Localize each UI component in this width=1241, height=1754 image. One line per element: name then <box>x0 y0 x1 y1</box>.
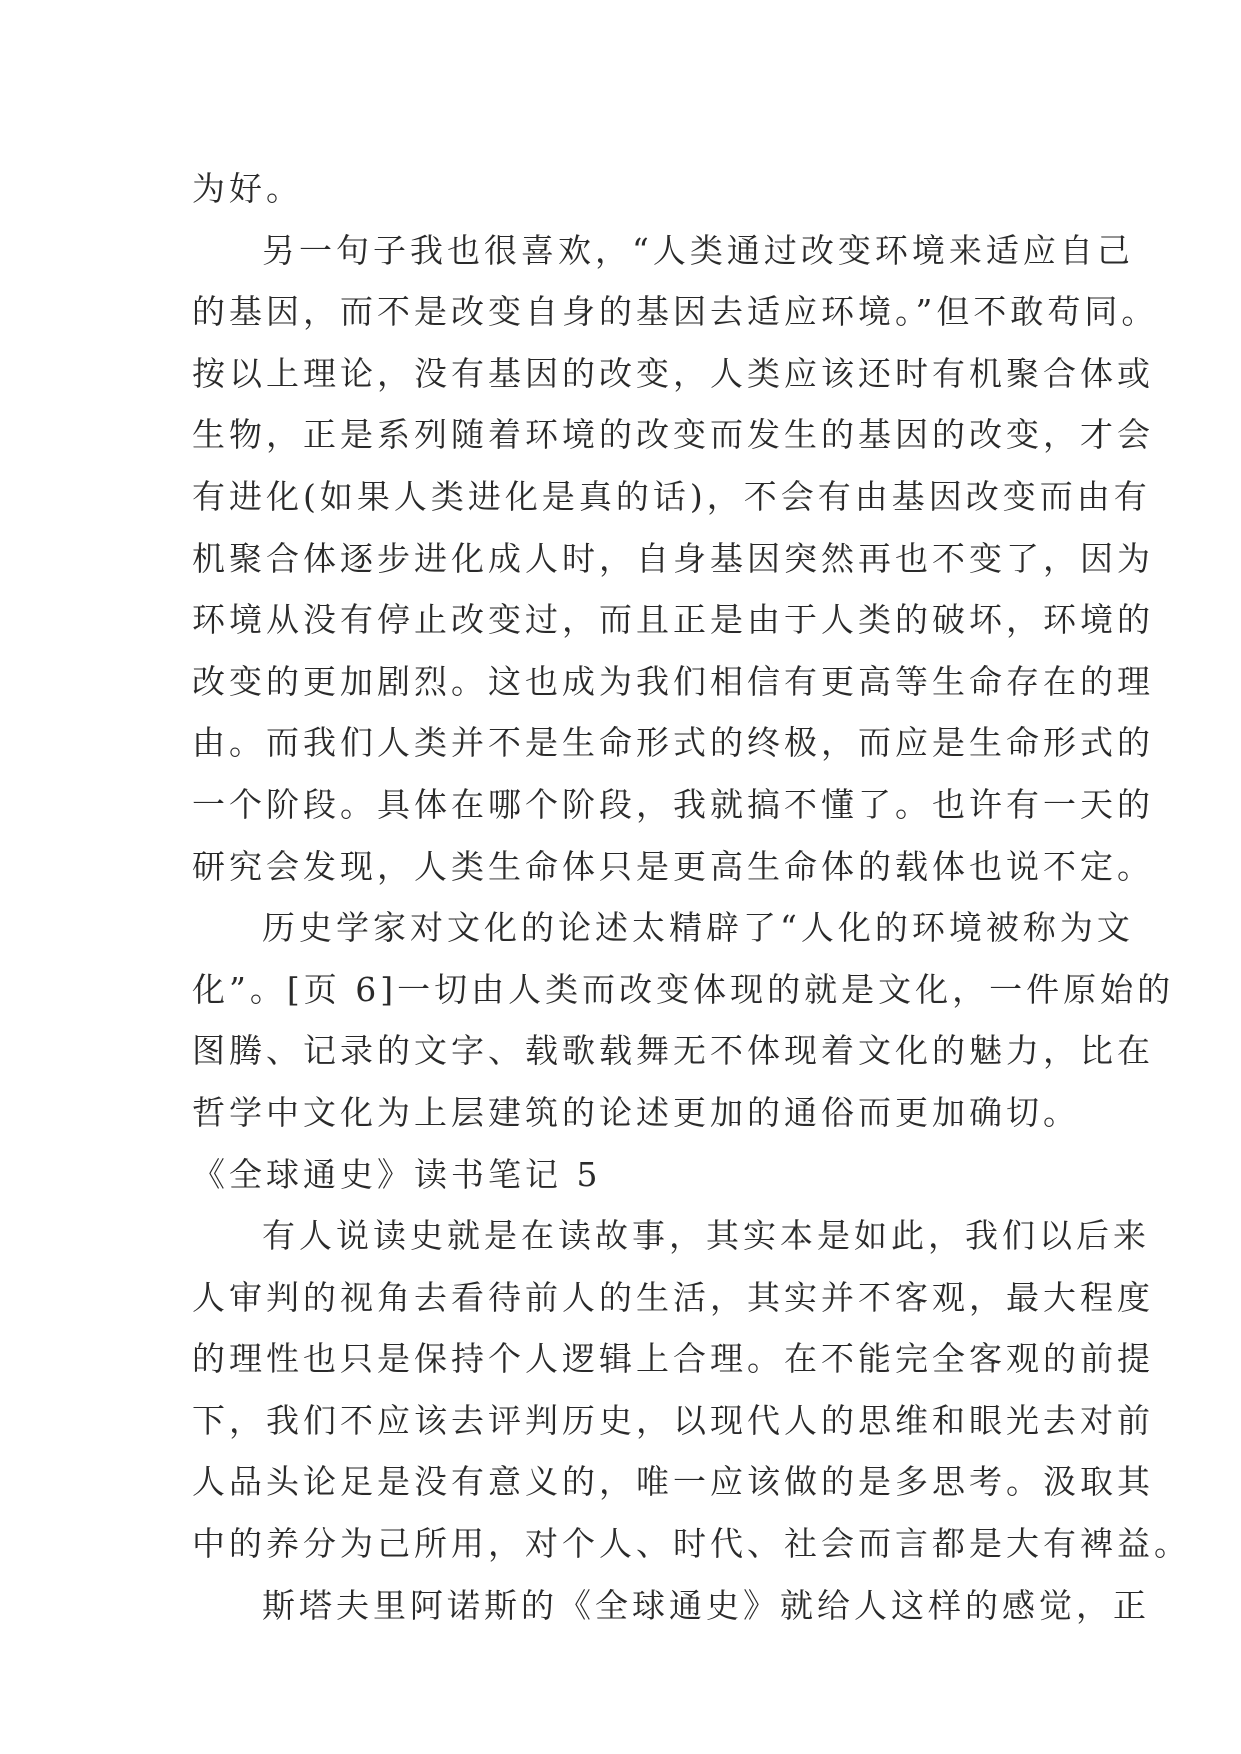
text-line: 历史学家对文化的论述太精辟了“人化的环境被称为文 <box>262 908 1134 948</box>
text-line: 由。而我们人类并不是生命形式的终极，而应是生命形式的 <box>192 723 1154 763</box>
text-line: 图腾、记录的文字、载歌载舞无不体现着文化的魅力，比在 <box>192 1031 1154 1071</box>
text-line: 改变的更加剧烈。这也成为我们相信有更高等生命存在的理 <box>192 661 1154 701</box>
text-line: 生物，正是系列随着环境的改变而发生的基因的改变，才会 <box>192 415 1154 455</box>
text-line: 化”。[页 6]一切由人类而改变体现的就是文化，一件原始的 <box>192 969 1175 1009</box>
text-line: 中的养分为己所用，对个人、时代、社会而言都是大有裨益。 <box>192 1524 1191 1564</box>
text-line: 一个阶段。具体在哪个阶段，我就搞不懂了。也许有一天的 <box>192 784 1154 824</box>
text-line: 人审判的视角去看待前人的生活，其实并不客观，最大程度 <box>192 1277 1154 1317</box>
text-line: 有人说读史就是在读故事，其实本是如此，我们以后来 <box>262 1216 1150 1256</box>
text-line: 为好。 <box>192 169 303 208</box>
text-line: 斯塔夫里阿诺斯的《全球通史》就给人这样的感觉，正 <box>262 1585 1150 1625</box>
text-line: 人品头论足是没有意义的，唯一应该做的是多思考。汲取其 <box>192 1462 1154 1502</box>
text-line: 另一句子我也很喜欢，“人类通过改变环境来适应自己 <box>262 230 1134 270</box>
text-line: 下，我们不应该去评判历史，以现代人的思维和眼光去对前 <box>192 1400 1154 1440</box>
text-line: 有进化(如果人类进化是真的话)，不会有由基因改变而由有 <box>192 476 1151 516</box>
text-line: 的理性也只是保持个人逻辑上合理。在不能完全客观的前提 <box>192 1339 1154 1379</box>
text-line: 环境从没有停止改变过，而且正是由于人类的破坏，环境的 <box>192 600 1154 640</box>
section-heading: 《全球通史》读书笔记 5 <box>192 1154 602 1194</box>
body-text <box>192 158 1191 1636</box>
text-line: 哲学中文化为上层建筑的论述更加的通俗而更加确切。 <box>192 1092 1080 1132</box>
text-line: 的基因，而不是改变自身的基因去适应环境。”但不敢苟同。 <box>192 292 1159 332</box>
text-line: 机聚合体逐步进化成人时，自身基因突然再也不变了，因为 <box>192 538 1154 578</box>
text-line: 研究会发现，人类生命体只是更高生命体的载体也说不定。 <box>192 846 1154 886</box>
text-line: 按以上理论，没有基因的改变，人类应该还时有机聚合体或 <box>192 353 1154 393</box>
